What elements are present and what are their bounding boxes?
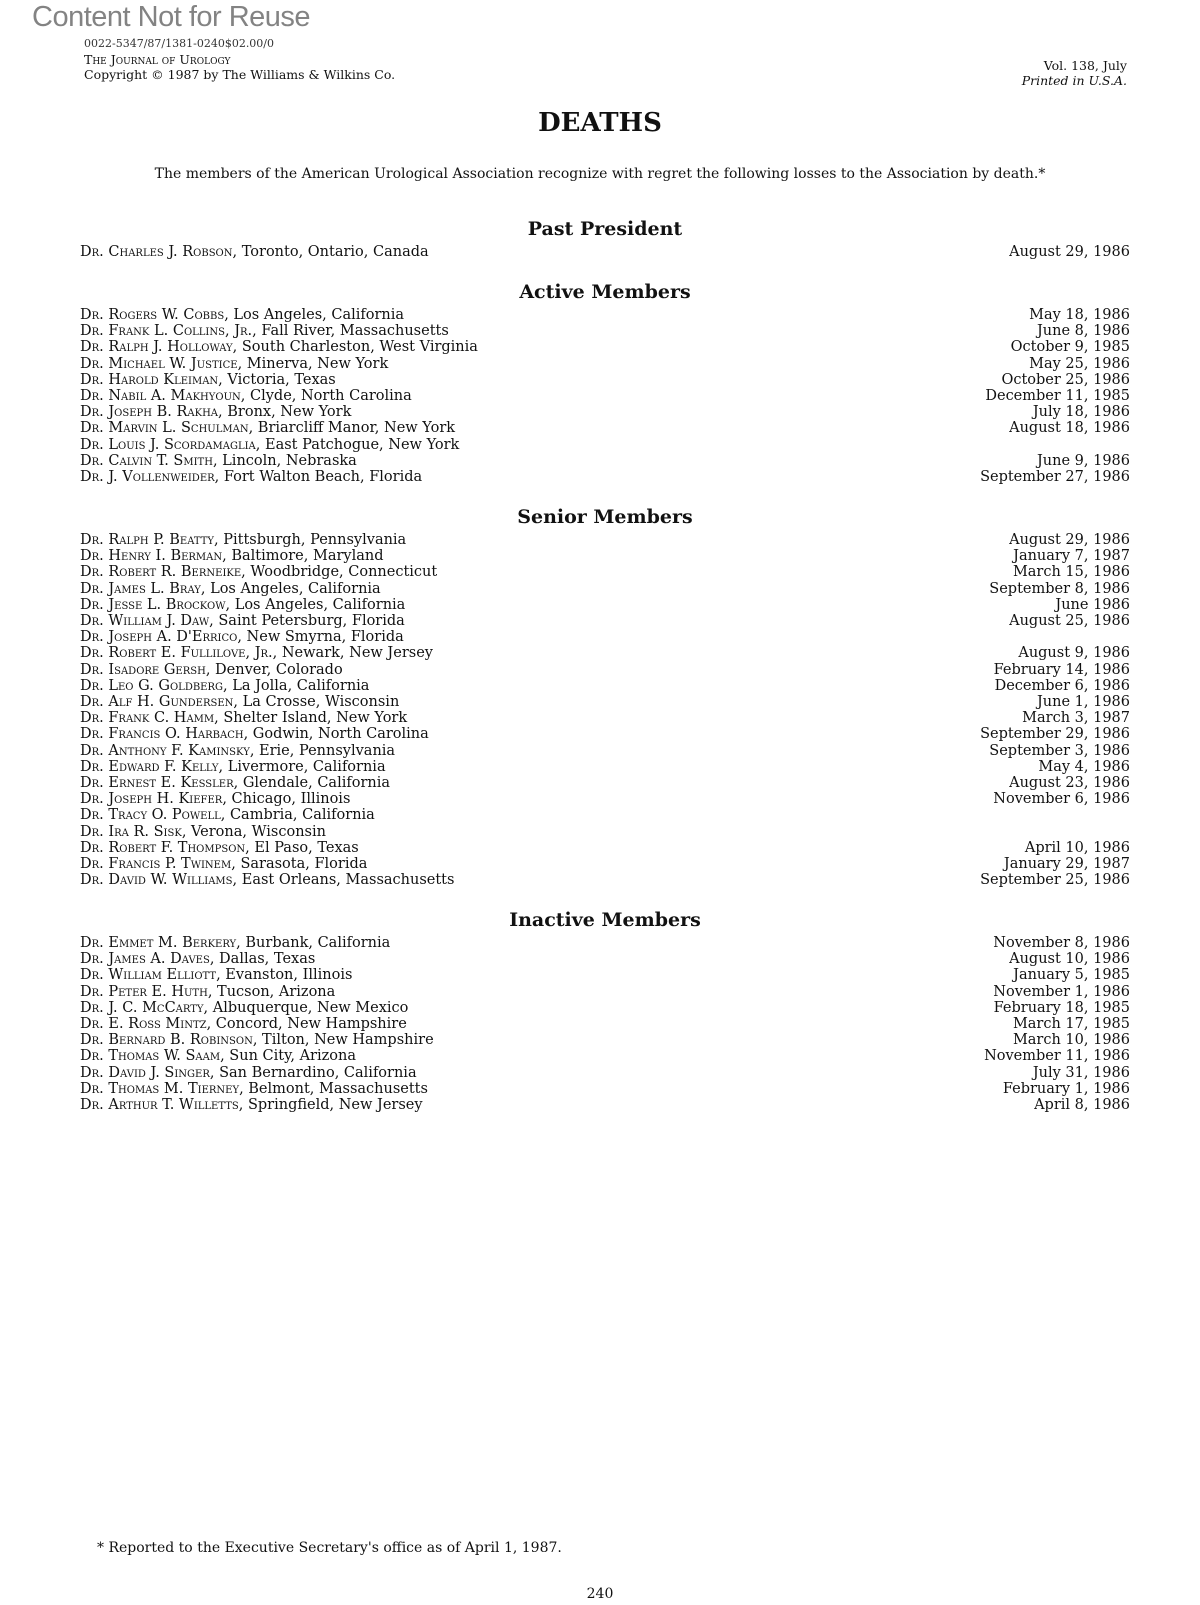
list-item	[80, 388, 1130, 404]
member	[80, 581, 381, 597]
member-name: Dr. David J. Singer	[80, 1064, 210, 1081]
member-name: Dr. Francis O. Harbach	[80, 726, 244, 743]
member-place: , Concord, New Hampshire	[206, 1016, 407, 1033]
member-place: , Fall River, Massachusetts	[252, 323, 449, 340]
member	[80, 307, 404, 323]
section-past-president	[80, 218, 1130, 260]
journal-name: The Journal of Urology	[84, 52, 231, 67]
section-heading: Active Members	[519, 281, 691, 303]
death-date: December 11, 1985	[985, 388, 1130, 405]
list-item	[80, 645, 1130, 661]
member	[80, 840, 359, 856]
death-date: November 6, 1986	[993, 791, 1130, 808]
member-place: , Sarasota, Florida	[231, 856, 368, 873]
section-senior-members	[80, 506, 1130, 888]
list-item	[80, 307, 1130, 323]
member-place: , Dallas, Texas	[209, 951, 316, 968]
header-right	[1022, 58, 1127, 88]
member-name: Dr. Rogers W. Cobbs	[80, 307, 225, 323]
list-item	[80, 775, 1130, 791]
member-name: Dr. Ralph P. Beatty	[80, 532, 215, 548]
death-date: May 25, 1986	[1029, 355, 1130, 372]
death-date: August 29, 1986	[1009, 532, 1130, 548]
member-place: , Albuquerque, New Mexico	[203, 999, 409, 1016]
list-item	[80, 548, 1130, 564]
member	[80, 951, 315, 967]
member-place: , Minerva, New York	[237, 355, 389, 372]
death-date: November 11, 1986	[984, 1048, 1130, 1065]
member-place: , San Bernardino, California	[209, 1064, 417, 1081]
death-date: August 29, 1986	[1009, 244, 1130, 260]
death-date: February 1, 1986	[1002, 1080, 1130, 1097]
death-date: August 10, 1986	[1009, 951, 1130, 968]
member-name: Dr. William Elliott	[80, 967, 217, 984]
member-place: , Verona, Wisconsin	[181, 823, 326, 840]
member	[80, 372, 336, 388]
member-name: Dr. Robert F. Thompson	[80, 839, 246, 856]
list-item	[80, 453, 1130, 469]
member	[80, 856, 367, 872]
list-item	[80, 743, 1130, 759]
death-date: January 7, 1987	[1013, 548, 1130, 565]
member-place: , Los Angeles, California	[200, 580, 381, 597]
member	[80, 694, 399, 710]
member-name: Dr. Jesse L. Brockow	[80, 596, 226, 613]
member	[80, 967, 352, 983]
list-item	[80, 323, 1130, 339]
member-place: , Cambria, California	[220, 807, 375, 824]
member	[80, 824, 326, 840]
page-number: 240	[586, 1586, 614, 1602]
list-item	[80, 694, 1130, 710]
member-place: , South Charleston, West Virginia	[232, 339, 478, 356]
member	[80, 872, 454, 888]
member-name: Dr. Emmet M. Berkery	[80, 935, 237, 951]
member-name: Dr. William J. Daw	[80, 613, 210, 630]
member	[80, 678, 369, 694]
member-name: Dr. Peter E. Huth	[80, 983, 208, 1000]
member-place: , Godwin, North Carolina	[243, 726, 429, 743]
member-place: , Shelter Island, New York	[214, 710, 408, 727]
member-name: Dr. Isadore Gersh	[80, 661, 206, 678]
member	[80, 984, 335, 1000]
list-item	[80, 372, 1130, 388]
list-item	[80, 678, 1130, 694]
member	[80, 791, 350, 807]
member-place: , Denver, Colorado	[205, 661, 343, 678]
member-name: Dr. Edward F. Kelly	[80, 758, 219, 775]
member-name: Dr. Alf H. Gundersen	[80, 694, 234, 711]
list-item	[80, 1016, 1130, 1032]
section-inactive-members	[80, 909, 1130, 1113]
member-place: , El Paso, Texas	[245, 839, 359, 856]
list-item	[80, 339, 1130, 355]
death-date: May 18, 1986	[1029, 307, 1130, 323]
page-title: DEATHS	[538, 108, 662, 138]
list-item	[80, 662, 1130, 678]
list-item	[80, 613, 1130, 629]
list-item	[80, 564, 1130, 580]
list-item	[80, 872, 1130, 888]
section-active-members	[80, 281, 1130, 485]
death-date: February 14, 1986	[993, 661, 1130, 678]
watermark: Content Not for Reuse	[32, 1, 311, 33]
section-heading: Past President	[527, 218, 683, 240]
death-date: September 25, 1986	[980, 872, 1130, 889]
member	[80, 1065, 417, 1081]
member-place: , Belmont, Massachusetts	[239, 1080, 428, 1097]
member-name: Dr. Ira R. Sisk	[80, 823, 182, 840]
member	[80, 645, 433, 661]
member-place: , Victoria, Texas	[218, 371, 336, 388]
member	[80, 453, 357, 469]
member-name: Dr. Bernard B. Robinson	[80, 1032, 253, 1049]
member	[80, 629, 404, 645]
member-place: , East Orleans, Massachusetts	[232, 872, 455, 889]
member-name: Dr. Ernest E. Kessler	[80, 775, 234, 792]
member	[80, 323, 449, 339]
member-name: Dr. James L. Bray	[80, 580, 201, 597]
death-date: August 9, 1986	[1018, 645, 1130, 662]
member-place: , Newark, New Jersey	[272, 645, 433, 662]
member-name: Dr. Michael W. Justice	[80, 355, 238, 372]
member-place: , Clyde, North Carolina	[240, 388, 412, 405]
member	[80, 1097, 423, 1113]
list-item	[80, 629, 1130, 645]
death-date: October 9, 1985	[1010, 339, 1130, 356]
list-item	[80, 951, 1130, 967]
member-name: Dr. Robert E. Fullilove, Jr.	[80, 645, 273, 662]
death-date: March 10, 1986	[1012, 1032, 1130, 1049]
member-name: Dr. Thomas W. Saam	[80, 1048, 221, 1065]
member-name: Dr. Frank L. Collins, Jr.	[80, 323, 253, 340]
member-place: , Tilton, New Hampshire	[252, 1032, 434, 1049]
list-item	[80, 824, 1130, 840]
member-name: Dr. Calvin T. Smith	[80, 452, 213, 469]
member-place: , Chicago, Illinois	[222, 791, 351, 808]
member	[80, 710, 407, 726]
member	[80, 1000, 408, 1016]
list-item	[80, 791, 1130, 807]
member-place: , Lincoln, Nebraska	[212, 452, 357, 469]
member-name: Dr. Joseph B. Rakha	[80, 404, 219, 421]
member-name: Dr. Joseph A. D'Errico	[80, 629, 238, 646]
death-date: August 18, 1986	[1009, 420, 1130, 437]
member-name: Dr. Leo G. Goldberg	[80, 677, 223, 694]
member-name: Dr. Frank C. Hamm	[80, 710, 215, 727]
member	[80, 775, 390, 791]
death-date: February 18, 1985	[993, 999, 1130, 1016]
member	[80, 1032, 434, 1048]
death-date: December 6, 1986	[994, 677, 1130, 694]
member-place: , Glendale, California	[233, 775, 390, 792]
death-date: September 29, 1986	[980, 726, 1130, 743]
member-place: , La Crosse, Wisconsin	[233, 694, 400, 711]
list-item	[80, 1032, 1130, 1048]
list-item	[80, 1000, 1130, 1016]
member	[80, 532, 406, 548]
list-item	[80, 935, 1130, 951]
member	[80, 1048, 356, 1064]
death-date: April 10, 1986	[1024, 839, 1130, 856]
death-date: September 3, 1986	[989, 742, 1130, 759]
article-code: 0022-5347/87/1381-0240$02.00/0	[84, 37, 275, 50]
volume: Vol. 138, July	[1043, 58, 1127, 73]
list-item	[80, 420, 1130, 436]
member-place: , Tucson, Arizona	[207, 983, 336, 1000]
death-date: July 31, 1986	[1032, 1064, 1130, 1081]
member-name: Dr. Marvin L. Schulman	[80, 420, 249, 437]
member	[80, 726, 429, 742]
death-date: March 15, 1986	[1012, 564, 1130, 581]
death-date: October 25, 1986	[1001, 371, 1130, 388]
member-place: , Briarcliff Manor, New York	[248, 420, 456, 437]
member-place: , Springfield, New Jersey	[238, 1097, 423, 1114]
list-item	[80, 581, 1130, 597]
list-item	[80, 597, 1130, 613]
death-date: August 23, 1986	[1009, 775, 1130, 792]
list-item	[80, 1065, 1130, 1081]
member-name: Dr. Nabil A. Makhyoun	[80, 388, 241, 405]
death-date: June 1, 1986	[1036, 694, 1130, 711]
death-date: September 8, 1986	[989, 580, 1130, 597]
section-heading: Inactive Members	[509, 909, 701, 931]
list-item	[80, 856, 1130, 872]
death-date: November 8, 1986	[993, 935, 1130, 951]
death-date: July 18, 1986	[1032, 404, 1130, 421]
member	[80, 469, 422, 485]
member	[80, 935, 390, 951]
member	[80, 356, 388, 372]
member-place: , East Patchogue, New York	[255, 436, 460, 453]
member-place: , Woodbridge, Connecticut	[241, 564, 438, 581]
member	[80, 807, 375, 823]
member-place: , Baltimore, Maryland	[222, 548, 384, 565]
list-item	[80, 807, 1130, 823]
death-date: June 8, 1986	[1036, 323, 1130, 340]
member	[80, 1081, 428, 1097]
member-name: Dr. Joseph H. Kiefer	[80, 791, 223, 808]
header-left	[84, 52, 395, 82]
member	[80, 597, 405, 613]
death-date: March 3, 1987	[1022, 710, 1130, 727]
section-heading: Senior Members	[517, 506, 693, 528]
footnote: * Reported to the Executive Secretary's office as of April 1, 1987.	[97, 1540, 562, 1556]
member	[80, 388, 412, 404]
death-date: September 27, 1986	[980, 469, 1130, 486]
copyright: Copyright © 1987 by The Williams & Wilkins Co.	[84, 67, 396, 82]
list-item	[80, 759, 1130, 775]
member-name: Dr. Ralph J. Holloway	[80, 339, 233, 356]
member-place: , La Jolla, California	[223, 677, 370, 694]
list-item	[80, 437, 1130, 453]
member	[80, 759, 386, 775]
death-date: June 9, 1986	[1036, 452, 1130, 469]
member	[80, 437, 459, 453]
list-item	[80, 356, 1130, 372]
member-name: Dr. Harold Kleiman	[80, 371, 219, 388]
death-date: November 1, 1986	[993, 983, 1130, 1000]
member	[80, 244, 429, 260]
member-place: , Burbank, California	[236, 935, 391, 951]
list-item	[80, 710, 1130, 726]
list-item	[80, 469, 1130, 485]
member-place: , Evanston, Illinois	[216, 967, 353, 984]
member	[80, 548, 384, 564]
member-place: , Bronx, New York	[218, 404, 352, 421]
member-name: Dr. Tracy O. Powell	[80, 807, 221, 824]
death-date: May 4, 1986	[1038, 758, 1130, 775]
death-date: June 1986	[1055, 596, 1130, 613]
list-item	[80, 1048, 1130, 1064]
member-place: , Los Angeles, California	[225, 596, 406, 613]
member-name: Dr. Henry I. Berman	[80, 548, 223, 565]
member-name: Dr. Thomas M. Tierney	[80, 1080, 240, 1097]
member	[80, 1016, 407, 1032]
member-place: , Fort Walton Beach, Florida	[214, 469, 423, 486]
list-item	[80, 984, 1130, 1000]
list-item	[80, 532, 1130, 548]
death-date: April 8, 1986	[1034, 1097, 1130, 1114]
member-place: , Los Angeles, California	[224, 307, 405, 323]
death-date: January 29, 1987	[1003, 856, 1130, 873]
list-item	[80, 1097, 1130, 1113]
member-place: , Pittsburgh, Pennsylvania	[214, 532, 407, 548]
list-item	[80, 726, 1130, 742]
member-place: , Livermore, California	[218, 758, 386, 775]
member-place: , Sun City, Arizona	[220, 1048, 356, 1065]
list-item	[80, 244, 1130, 260]
printed-in: Printed in U.S.A.	[1021, 73, 1127, 88]
member	[80, 564, 437, 580]
list-item	[80, 404, 1130, 420]
member-name: Dr. Louis J. Scordamaglia	[80, 436, 256, 453]
list-item	[80, 967, 1130, 983]
member-name: Dr. J. Vollenweider	[80, 469, 215, 486]
member-name: Dr. Anthony F. Kaminsky	[80, 742, 250, 759]
member-name: Dr. Francis P. Twinem	[80, 856, 232, 873]
member-place: , Saint Petersburg, Florida	[209, 613, 405, 630]
member-place: , Toronto, Ontario, Canada	[232, 244, 429, 260]
member-name: Dr. Robert R. Berneike	[80, 564, 242, 581]
intro-text: The members of the American Urological Association recognize with regret the following losses to the Association by death.*	[154, 166, 1046, 182]
member-place: , Erie, Pennsylvania	[249, 742, 396, 759]
member-name: Dr. David W. Williams	[80, 872, 233, 889]
death-date: January 5, 1985	[1013, 967, 1130, 984]
member-name: Dr. James A. Daves	[80, 951, 210, 968]
member	[80, 339, 478, 355]
member-name: Dr. Charles J. Robson	[80, 244, 233, 260]
member	[80, 613, 405, 629]
member-place: , New Smyrna, Florida	[237, 629, 404, 646]
member	[80, 404, 351, 420]
member-name: Dr. J. C. McCarty	[80, 999, 204, 1016]
list-item	[80, 1081, 1130, 1097]
member	[80, 420, 455, 436]
member	[80, 662, 343, 678]
list-item	[80, 840, 1130, 856]
member-name: Dr. E. Ross Mintz	[80, 1016, 207, 1033]
member-name: Dr. Arthur T. Willetts	[80, 1097, 239, 1114]
member	[80, 743, 395, 759]
death-date: March 17, 1985	[1012, 1016, 1130, 1033]
death-date: August 25, 1986	[1009, 613, 1130, 630]
